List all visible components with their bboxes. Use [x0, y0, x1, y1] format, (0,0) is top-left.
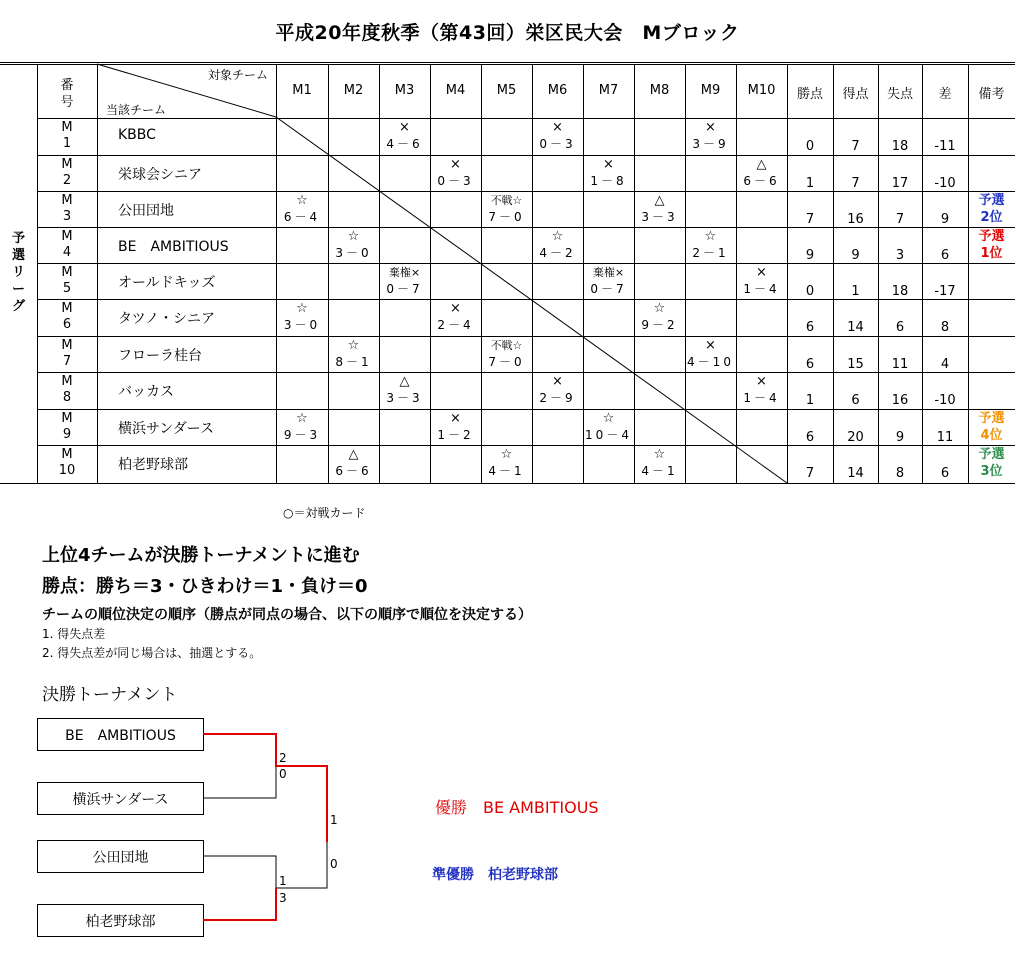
points-header: 勝点	[796, 87, 823, 102]
result-score: 6－4	[283, 210, 321, 224]
no-header-2: 号	[60, 95, 74, 110]
col-header-m7: M7	[598, 83, 619, 98]
remark-line-2: 2位	[980, 210, 1003, 225]
remark-line-1: 予選	[978, 411, 1005, 426]
result-symbol: ×	[756, 265, 767, 280]
conceded-cell: 6	[895, 320, 905, 335]
team-name: バッカス	[118, 384, 174, 400]
result-score: 10－4	[585, 428, 632, 442]
result-symbol: ×	[603, 157, 614, 172]
diff-cell: 8	[940, 320, 950, 335]
side-label-char: ー	[11, 282, 25, 297]
result-symbol: ☆	[347, 229, 360, 244]
result-symbol: ×	[552, 374, 563, 389]
result-symbol: ×	[450, 301, 461, 316]
result-symbol: ×	[705, 120, 716, 135]
result-score: 7－0	[488, 355, 525, 369]
result-symbol: 棄権×	[592, 266, 625, 279]
scored-cell: 9	[851, 248, 860, 263]
row-no: 8	[62, 390, 72, 405]
result-symbol: ☆	[551, 229, 564, 244]
result-symbol: ☆	[296, 193, 308, 208]
scored-cell: 1	[851, 284, 860, 299]
result-score: 6－6	[335, 464, 372, 478]
row-no-prefix: M	[61, 411, 73, 426]
row-no: 3	[62, 209, 72, 224]
result-score: 0－7	[386, 282, 423, 296]
result-score: 1－4	[743, 282, 780, 296]
result-symbol: ☆	[602, 411, 615, 426]
row-no: 4	[62, 245, 72, 260]
row-no-prefix: M	[61, 157, 73, 172]
col-header-m8: M8	[649, 83, 670, 98]
result-symbol: 不戦☆	[490, 339, 523, 352]
side-label-char: 予	[11, 231, 25, 246]
row-no-prefix: M	[61, 193, 73, 208]
result-score: 8－1	[335, 355, 372, 369]
conceded-cell: 11	[891, 357, 909, 372]
result-symbol: ☆	[653, 447, 666, 462]
result-symbol: ☆	[500, 447, 513, 462]
team-name: 柏老野球部	[118, 457, 188, 473]
row-no-prefix: M	[61, 229, 73, 244]
team-name: タツノ・シニア	[118, 311, 216, 327]
diff-cell: 4	[940, 357, 950, 372]
result-score: 9－3	[283, 428, 321, 442]
result-symbol: ×	[450, 411, 461, 426]
team-name: フローラ桂台	[118, 348, 202, 364]
row-no: 10	[58, 463, 76, 478]
result-score: 1－8	[590, 174, 627, 188]
points-cell: 1	[805, 393, 815, 408]
result-symbol: ☆	[347, 338, 360, 353]
points-cell: 0	[805, 284, 815, 299]
legend-note: ○＝対戦カード	[283, 506, 366, 520]
diff-cell: 11	[936, 430, 954, 445]
result-score: 1－2	[437, 428, 474, 442]
no-header-1: 番	[60, 78, 74, 93]
scored-cell: 7	[851, 176, 860, 191]
result-symbol: △	[399, 374, 410, 389]
conceded-cell: 18	[891, 139, 909, 154]
row-no-prefix: M	[61, 301, 73, 316]
rule-ranking-2: 2. 得失点差が同じ場合は、抽選とする。	[42, 646, 262, 660]
result-symbol: ☆	[296, 411, 308, 426]
result-score: 4－10	[687, 355, 734, 369]
points-cell: 1	[805, 176, 815, 191]
result-symbol: △	[654, 193, 665, 208]
rule-ranking: チームの順位決定の順序（勝点が同点の場合、以下の順序で順位を決定する）	[42, 607, 532, 623]
diff-cell: 6	[940, 248, 950, 263]
side-label	[0, 230, 37, 315]
result-symbol: △	[756, 157, 767, 172]
conceded-cell: 8	[895, 466, 905, 481]
result-symbol: ×	[450, 157, 461, 172]
bracket-team-3: 公田団地	[37, 840, 204, 873]
result-symbol: ×	[705, 338, 716, 353]
points-cell: 7	[805, 466, 815, 481]
scored-cell: 7	[851, 139, 860, 154]
row-no: 7	[62, 354, 72, 369]
diff-header: 差	[938, 87, 952, 102]
tournament-title: 決勝トーナメント	[42, 685, 178, 705]
team-name: 栄球会シニア	[118, 167, 202, 183]
result-score: 4－6	[386, 137, 423, 151]
result-symbol: △	[348, 447, 359, 462]
remark-line-2: 4位	[980, 428, 1003, 443]
diff-cell: -17	[934, 284, 956, 299]
conceded-cell: 7	[895, 212, 905, 227]
diff-cell: 9	[940, 212, 950, 227]
bracket-team-4: 柏老野球部	[37, 904, 204, 937]
result-score: 2－4	[437, 318, 474, 332]
team-name: KBBC	[118, 127, 156, 143]
result-symbol: ☆	[704, 229, 717, 244]
result-symbol: ☆	[653, 301, 666, 316]
row-no: 2	[62, 173, 72, 188]
row-no-prefix: M	[61, 265, 73, 280]
scored-cell: 15	[847, 357, 864, 372]
result-score: 3－0	[335, 246, 372, 260]
semi2-score-a: 1	[279, 874, 287, 888]
result-score: 0－3	[539, 137, 576, 151]
result-score: 4－2	[539, 246, 576, 260]
rule-advance: 上位4チームが決勝トーナメントに進む	[42, 545, 360, 566]
col-header-m4: M4	[445, 83, 466, 98]
row-no-prefix: M	[61, 338, 73, 353]
row-no: 6	[62, 317, 72, 332]
result-score: 9－2	[641, 318, 678, 332]
row-no: 1	[62, 136, 72, 151]
result-score: 4－1	[641, 464, 678, 478]
row-no: 9	[62, 427, 72, 442]
result-score: 1－4	[743, 391, 780, 405]
bracket-team-1: BE AMBITIOUS	[37, 718, 204, 751]
result-symbol: ×	[756, 374, 767, 389]
semi2-score-b: 3	[279, 891, 287, 905]
scored-cell: 14	[847, 466, 864, 481]
bracket-team-2: 横浜サンダース	[37, 782, 204, 815]
points-cell: 7	[805, 212, 815, 227]
result-score: 4－1	[488, 464, 525, 478]
result-score: 0－7	[590, 282, 627, 296]
result-score: 3－9	[692, 137, 729, 151]
rule-points: 勝点：勝ち＝3・ひきわけ＝1・負け＝0	[42, 576, 368, 597]
diff-cell: -10	[934, 176, 956, 191]
team-name: BE AMBITIOUS	[118, 239, 229, 255]
remark-line-2: 3位	[980, 464, 1003, 479]
result-symbol: ☆	[296, 301, 308, 316]
col-header-m10: M10	[747, 83, 776, 98]
row-no: 5	[62, 281, 72, 296]
result-symbol: 不戦☆	[490, 194, 523, 207]
conceded-cell: 17	[891, 176, 909, 191]
scored-cell: 14	[847, 320, 864, 335]
result-score: 3－3	[386, 391, 423, 405]
points-cell: 6	[805, 320, 815, 335]
diff-cell: -11	[934, 139, 956, 154]
runner-up-label: 準優勝 柏老野球部	[432, 867, 558, 883]
remarks-header: 備考	[978, 87, 1005, 102]
side-label-char: リ	[11, 265, 25, 280]
result-score: 2－1	[692, 246, 729, 260]
conceded-cell: 18	[891, 284, 909, 299]
result-symbol: 棄権×	[388, 266, 421, 279]
diff-cell: -10	[934, 393, 956, 408]
scored-cell: 6	[851, 393, 860, 408]
side-label-char: 選	[11, 248, 25, 263]
team-name: 横浜サンダース	[118, 421, 215, 437]
remark-line-1: 予選	[978, 447, 1005, 462]
team-header: 当該チーム	[105, 103, 166, 117]
result-score: 6－6	[743, 174, 780, 188]
conceded-cell: 3	[895, 248, 905, 263]
points-cell: 6	[805, 357, 815, 372]
page-title: 平成20年度秋季（第43回）栄区民大会 Mブロック	[0, 0, 1015, 63]
remark-line-1: 予選	[978, 193, 1005, 208]
col-header-m2: M2	[343, 83, 364, 98]
row-no-prefix: M	[61, 447, 73, 462]
result-score: 7－0	[488, 210, 525, 224]
conceded-header: 失点	[886, 87, 913, 102]
side-label-char: グ	[11, 299, 25, 314]
col-header-m6: M6	[547, 83, 568, 98]
result-score: 2－9	[539, 391, 576, 405]
scored-cell: 20	[847, 430, 864, 445]
conceded-cell: 9	[895, 430, 905, 445]
semi1-score-b: 0	[279, 767, 287, 781]
rule-ranking-1: 1. 得失点差	[42, 627, 106, 641]
col-header-m3: M3	[394, 83, 415, 98]
points-cell: 9	[805, 248, 815, 263]
final-score-b: 0	[330, 857, 338, 871]
col-header-m1: M1	[292, 83, 312, 98]
diff-cell: 6	[940, 466, 950, 481]
result-score: 3－3	[641, 210, 678, 224]
result-score: 3－0	[283, 318, 321, 332]
remark-line-1: 予選	[978, 229, 1005, 244]
points-cell: 6	[805, 430, 815, 445]
scored-cell: 16	[847, 212, 864, 227]
row-no-prefix: M	[61, 374, 73, 389]
col-header-m5: M5	[496, 83, 517, 98]
conceded-cell: 16	[891, 393, 909, 408]
team-name: 公田団地	[118, 203, 174, 219]
semi1-score-a: 2	[279, 751, 287, 765]
champion-label: 優勝 BE AMBITIOUS	[435, 798, 599, 817]
team-name: オールドキッズ	[118, 275, 216, 291]
result-symbol: ×	[399, 120, 410, 135]
opponent-header: 対象チーム	[207, 68, 268, 82]
final-score-a: 1	[330, 813, 338, 827]
result-symbol: ×	[552, 120, 563, 135]
remark-line-2: 1位	[980, 246, 1003, 261]
scored-header: 得点	[842, 87, 869, 102]
row-no-prefix: M	[61, 120, 73, 135]
result-score: 0－3	[437, 174, 474, 188]
bracket-lines	[0, 700, 400, 950]
points-cell: 0	[805, 139, 815, 154]
col-header-m9: M9	[700, 83, 721, 98]
